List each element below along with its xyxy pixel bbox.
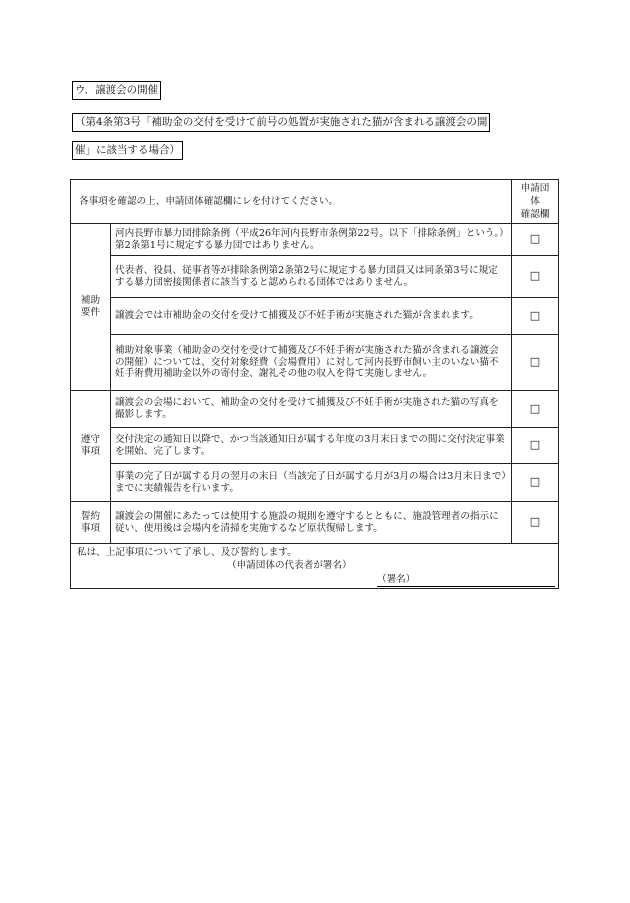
checkbox-icon: □ (529, 355, 541, 369)
confirm-checkbox[interactable] (512, 464, 559, 502)
checkbox-icon: □ (529, 475, 541, 489)
requirement-item-text: 譲渡会では市補助金の交付を受けて捕獲及び不妊手術が実施された猫が含まれます。 (111, 298, 512, 335)
requirement-item-text: 河内長野市暴力団排除条例（平成26年河内長野市条例第22号。以下「排除条例」という。）第2条第1号に規定する暴力団ではありません。 (111, 224, 512, 256)
checklist-table (70, 179, 559, 589)
table-row (71, 298, 559, 335)
signature-underline (377, 586, 555, 587)
pledge-item-text: 譲渡会の開催にあたっては使用する施設の規則を遵守するとともに、施設管理者の指示に従い、使用後は会場内を清掃を実施するなど原状復帰します。 (111, 502, 512, 544)
section-heading (72, 81, 161, 100)
section-heading-text: ウ．譲渡会の開催 (72, 81, 161, 100)
requirement-item-text: 補助対象事業（補助金の交付を受けて捕獲及び不妊手術が実施された猫が含まれる譲渡会の開催）については、交付対象経費（会場費用）に対して河内長野市飼い主のいない猫不妊手術費用補助金以外の寄付金、謝礼その他の収入を得て実施しません。 (111, 335, 512, 391)
header-check-column (512, 180, 559, 224)
table-row (71, 464, 559, 502)
category-cell (71, 391, 111, 502)
compliance-item-text: 事業の完了日が属する月の翌月の末日（当該完了日が属する月が3月の場合は3月末日まで）までに実績報告を行います。 (111, 464, 512, 502)
table-row (71, 391, 559, 428)
header-instruction: 各事項を確認の上、申請団体確認欄にレを付けてください。 (71, 180, 512, 224)
pledge-statement: 私は、上記事項について了承し、及び誓約します。 (77, 547, 297, 558)
table-row (71, 256, 559, 298)
signature-row (71, 544, 559, 589)
table-header-row (71, 180, 559, 224)
confirm-checkbox[interactable] (512, 256, 559, 298)
confirm-checkbox[interactable] (512, 335, 559, 391)
table-row (71, 335, 559, 391)
compliance-item-text: 譲渡会の会場において、補助金の交付を受けて捕獲及び不妊手術が実施された猫の写真を撮影します。 (111, 391, 512, 428)
checkbox-icon: □ (529, 401, 541, 415)
applicability-note-text2: 催」に該当する場合） (72, 141, 183, 160)
header-check-line1: 申請団体 (520, 183, 550, 207)
requirement-item-text: 代表者、役員、従事者等が排除条例第2条第2号に規定する暴力団員又は同条第3号に規定する暴力団密接関係者に該当すると認められる団体ではありません。 (111, 256, 512, 298)
confirm-checkbox[interactable] (512, 224, 559, 256)
category-label-compliance: 遵守事項 (80, 434, 101, 457)
compliance-item-text: 交付決定の通知日以降で、かつ当該通知日が属する年度の3月末日までの間に交付決定事業を開始、完了します。 (111, 428, 512, 464)
table-row (71, 502, 559, 544)
signature-note: （申請団体の代表者が署名） (227, 559, 352, 571)
confirm-checkbox[interactable] (512, 298, 559, 335)
confirm-checkbox[interactable] (512, 428, 559, 464)
category-label-subsidy-requirements: 補助要件 (80, 295, 101, 318)
checkbox-icon: □ (529, 515, 541, 529)
applicability-note-line2 (72, 141, 183, 160)
checkbox-icon: □ (529, 269, 541, 283)
header-check-line2: 確認欄 (520, 209, 550, 220)
checkbox-icon: □ (529, 232, 541, 246)
applicability-note-line1 (72, 113, 490, 132)
checkbox-icon: □ (529, 438, 541, 452)
table-row (71, 224, 559, 256)
category-cell (71, 502, 111, 544)
checkbox-icon: □ (529, 308, 541, 322)
confirm-checkbox[interactable] (512, 391, 559, 428)
applicability-note-text1: （第4条第3号「補助金の交付を受けて前号の処置が実施された猫が含まれる譲渡会の開 (72, 113, 490, 132)
signature-label: （署名） (377, 574, 416, 586)
signature-cell (71, 544, 559, 589)
category-label-pledge: 誓約事項 (80, 510, 101, 534)
confirm-checkbox[interactable] (512, 502, 559, 544)
category-cell (71, 224, 111, 391)
table-row (71, 428, 559, 464)
signature-field[interactable] (77, 574, 552, 586)
